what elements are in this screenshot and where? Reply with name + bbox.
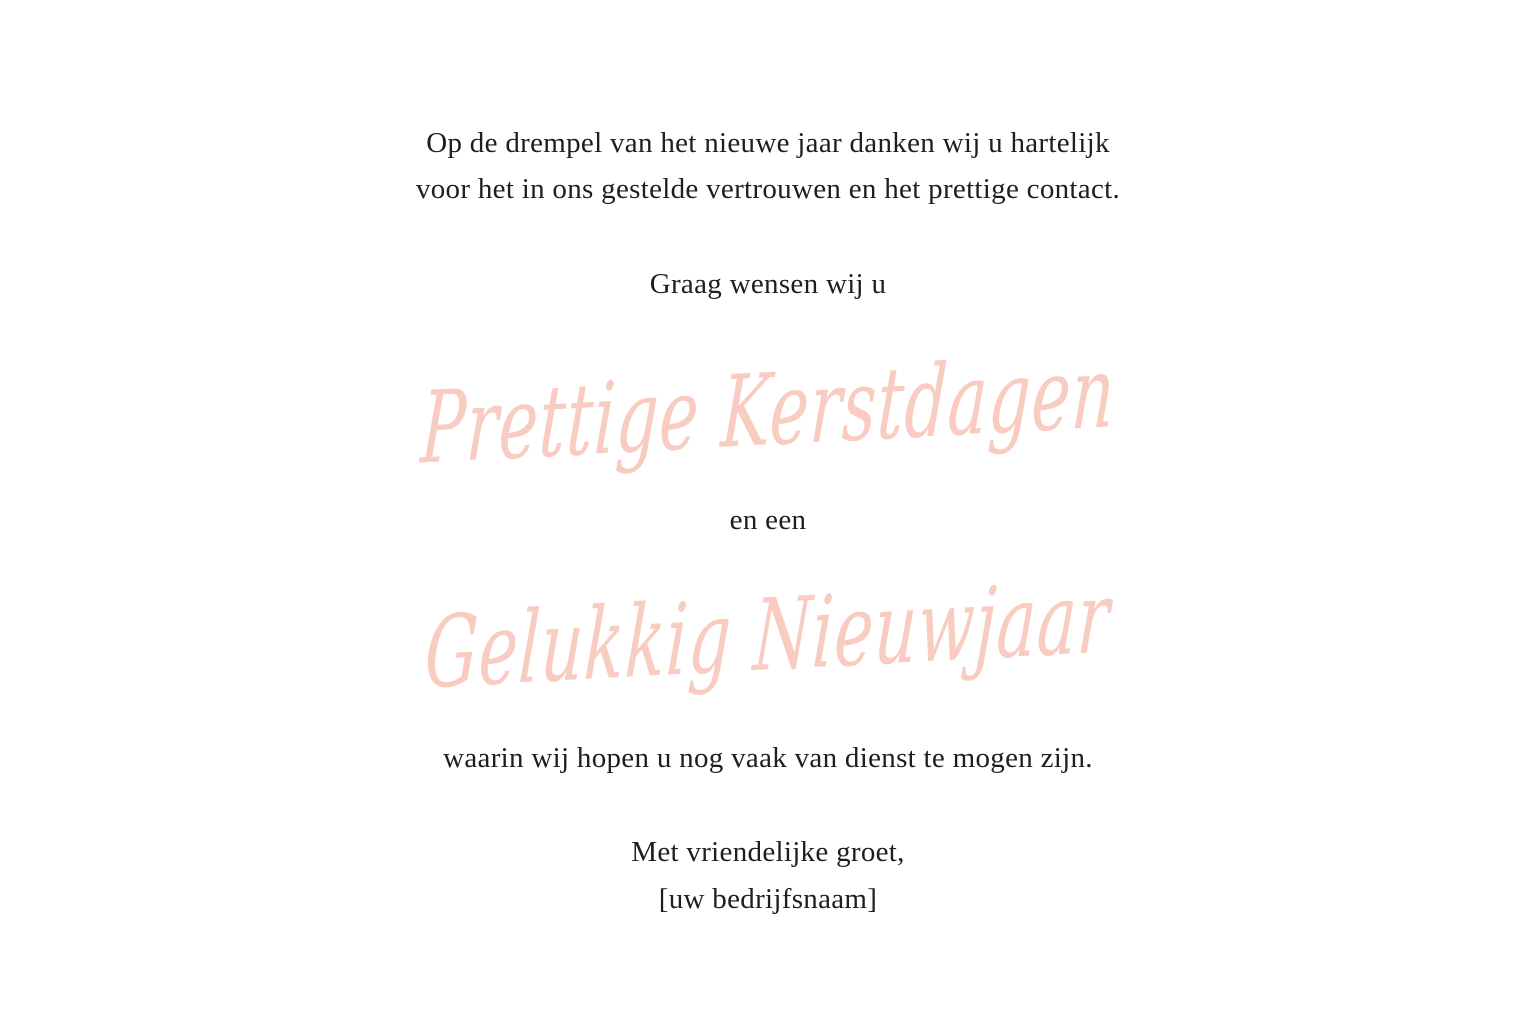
- intro-paragraph: [0, 120, 1536, 212]
- christmas-greeting-script: Prettige Kerstdagen: [418, 333, 1118, 487]
- newyear-greeting-script: Gelukkig Nieuwjaar: [422, 559, 1114, 711]
- newyear-greeting-block: [0, 555, 1536, 715]
- connector-line: en een: [729, 504, 807, 536]
- signoff-block: [0, 829, 1536, 923]
- intro-line-2: voor het in ons gestelde vertrouwen en het prettige contact.: [415, 173, 1121, 205]
- closing-line: waarin wij hopen u nog vaak van dienst te mogen zijn.: [443, 742, 1093, 774]
- signoff-line-1: Met vriendelijke groet,: [631, 836, 905, 868]
- signoff-line-2: [uw bedrijfsnaam]: [658, 883, 878, 915]
- christmas-greeting-block: [0, 330, 1536, 490]
- lead-in-line: Graag wensen wij u: [649, 268, 887, 300]
- intro-line-1: Op de drempel van het nieuwe jaar danken wij u hartelijk: [426, 127, 1110, 159]
